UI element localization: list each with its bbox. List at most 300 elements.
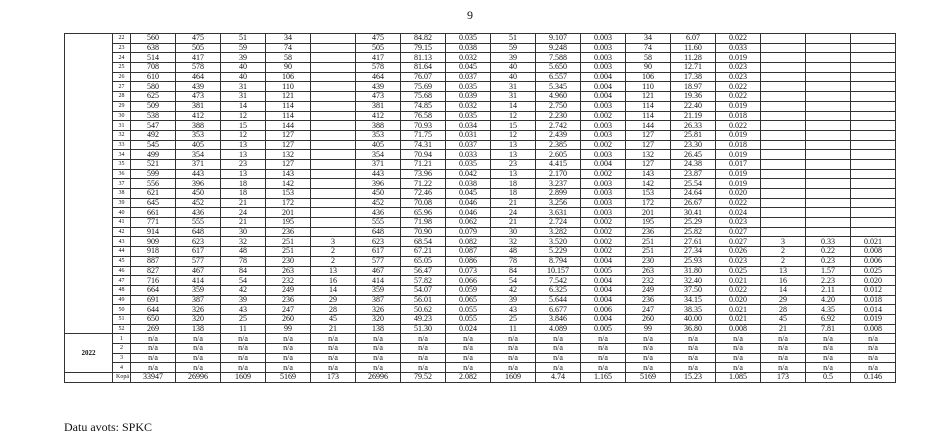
value-cell: [761, 111, 806, 121]
total-value-cell: 26996: [176, 373, 221, 383]
value-cell: 555: [176, 218, 221, 228]
week-cell: 42: [113, 227, 131, 237]
value-cell: 45: [311, 314, 356, 324]
table-row: [65, 63, 896, 73]
value-cell: [311, 130, 356, 140]
value-cell: 0.004: [581, 72, 626, 82]
value-cell: [851, 63, 896, 73]
value-cell: 26.33: [671, 121, 716, 131]
value-cell: 0.082: [446, 237, 491, 247]
value-cell: [806, 121, 851, 131]
value-cell: 412: [176, 111, 221, 121]
week-cell: 36: [113, 169, 131, 179]
value-cell: n/a: [266, 353, 311, 363]
value-cell: 0.025: [716, 266, 761, 276]
value-cell: 99: [266, 324, 311, 334]
total-label: Kopā: [113, 373, 131, 383]
value-cell: 0.002: [581, 237, 626, 247]
value-cell: 54: [221, 276, 266, 286]
value-cell: n/a: [131, 344, 176, 354]
value-cell: 464: [356, 72, 401, 82]
value-cell: 0.002: [581, 218, 626, 228]
value-cell: 0.003: [581, 43, 626, 53]
value-cell: [761, 189, 806, 199]
value-cell: [806, 43, 851, 53]
week-cell: 31: [113, 121, 131, 131]
value-cell: [851, 82, 896, 92]
value-cell: 6.557: [536, 72, 581, 82]
value-cell: 708: [131, 63, 176, 73]
value-cell: 3.237: [536, 179, 581, 189]
value-cell: 0.014: [851, 305, 896, 315]
value-cell: 25.93: [671, 256, 716, 266]
table-row: [65, 189, 896, 199]
value-cell: n/a: [851, 353, 896, 363]
table-row: [65, 150, 896, 160]
value-cell: 0.022: [716, 121, 761, 131]
table-row: [65, 208, 896, 218]
value-cell: n/a: [626, 353, 671, 363]
value-cell: 74: [266, 43, 311, 53]
value-cell: 0.002: [581, 111, 626, 121]
value-cell: 18: [491, 189, 536, 199]
value-cell: [761, 198, 806, 208]
value-cell: 464: [176, 72, 221, 82]
total-value-cell: 0.5: [806, 373, 851, 383]
table-row: [65, 334, 896, 344]
value-cell: 0.003: [581, 179, 626, 189]
value-cell: n/a: [626, 363, 671, 373]
value-cell: 505: [356, 43, 401, 53]
value-cell: 9.248: [536, 43, 581, 53]
value-cell: 2: [311, 256, 356, 266]
value-cell: 21: [221, 198, 266, 208]
value-cell: 28: [761, 305, 806, 315]
value-cell: 249: [626, 285, 671, 295]
value-cell: 0.027: [716, 237, 761, 247]
value-cell: [806, 72, 851, 82]
value-cell: [851, 198, 896, 208]
value-cell: [311, 72, 356, 82]
value-cell: n/a: [806, 363, 851, 373]
value-cell: 51: [221, 34, 266, 44]
value-cell: 71.75: [401, 130, 446, 140]
value-cell: 467: [356, 266, 401, 276]
value-cell: n/a: [581, 363, 626, 373]
value-cell: 617: [356, 247, 401, 257]
value-cell: 0.020: [716, 295, 761, 305]
value-cell: 0.073: [446, 266, 491, 276]
value-cell: n/a: [536, 344, 581, 354]
value-cell: 21: [491, 218, 536, 228]
value-cell: 39: [221, 295, 266, 305]
value-cell: 6.677: [536, 305, 581, 315]
week-cell: 3: [113, 353, 131, 363]
value-cell: 23: [221, 159, 266, 169]
value-cell: 2.23: [806, 276, 851, 286]
value-cell: [851, 121, 896, 131]
value-cell: 0.046: [446, 198, 491, 208]
value-cell: 473: [356, 92, 401, 102]
value-cell: [806, 111, 851, 121]
table-row: [65, 34, 896, 44]
value-cell: 172: [626, 198, 671, 208]
value-cell: [851, 92, 896, 102]
value-cell: 0.33: [806, 237, 851, 247]
value-cell: 74.31: [401, 140, 446, 150]
value-cell: 0.035: [446, 82, 491, 92]
value-cell: 251: [626, 247, 671, 257]
value-cell: 405: [356, 140, 401, 150]
value-cell: [761, 53, 806, 63]
value-cell: 0.062: [446, 218, 491, 228]
value-cell: 599: [131, 169, 176, 179]
value-cell: 8.794: [536, 256, 581, 266]
value-cell: 13: [491, 169, 536, 179]
value-cell: [311, 53, 356, 63]
value-cell: 0.042: [446, 169, 491, 179]
value-cell: [851, 169, 896, 179]
value-cell: 14: [311, 285, 356, 295]
table-row: [65, 82, 896, 92]
total-value-cell: 5169: [266, 373, 311, 383]
value-cell: 23: [491, 159, 536, 169]
table-row: [65, 256, 896, 266]
value-cell: 381: [356, 101, 401, 111]
total-value-cell: 4.74: [536, 373, 581, 383]
value-cell: 0.079: [446, 227, 491, 237]
value-cell: 578: [356, 63, 401, 73]
value-cell: 21: [221, 218, 266, 228]
value-cell: 12: [491, 111, 536, 121]
value-cell: 3.846: [536, 314, 581, 324]
value-cell: 0.018: [716, 140, 761, 150]
value-cell: [806, 53, 851, 63]
value-cell: [851, 43, 896, 53]
value-cell: 84: [491, 266, 536, 276]
value-cell: n/a: [806, 344, 851, 354]
total-empty-cell: [65, 373, 113, 383]
value-cell: n/a: [851, 344, 896, 354]
value-cell: 2.742: [536, 121, 581, 131]
value-cell: [806, 179, 851, 189]
value-cell: [311, 140, 356, 150]
value-cell: 0.004: [581, 159, 626, 169]
value-cell: 2.899: [536, 189, 581, 199]
value-cell: n/a: [266, 334, 311, 344]
value-cell: 436: [356, 208, 401, 218]
value-cell: 0.024: [446, 324, 491, 334]
value-cell: n/a: [176, 344, 221, 354]
value-cell: 50.62: [401, 305, 446, 315]
value-cell: 3.520: [536, 237, 581, 247]
value-cell: 354: [356, 150, 401, 160]
value-cell: 56.47: [401, 266, 446, 276]
week-cell: 35: [113, 159, 131, 169]
value-cell: 0.023: [716, 256, 761, 266]
value-cell: n/a: [446, 344, 491, 354]
table-row: [65, 344, 896, 354]
value-cell: 25.82: [671, 227, 716, 237]
value-cell: 0.019: [851, 314, 896, 324]
value-cell: 0.22: [806, 247, 851, 257]
value-cell: 127: [626, 140, 671, 150]
value-cell: 25.29: [671, 218, 716, 228]
value-cell: 414: [356, 276, 401, 286]
value-cell: 67.21: [401, 247, 446, 257]
value-cell: n/a: [311, 344, 356, 354]
value-cell: 236: [626, 227, 671, 237]
total-value-cell: 33947: [131, 373, 176, 383]
value-cell: 3: [311, 237, 356, 247]
value-cell: 78: [491, 256, 536, 266]
value-cell: 26.45: [671, 150, 716, 160]
value-cell: 153: [626, 189, 671, 199]
value-cell: 691: [131, 295, 176, 305]
week-cell: 28: [113, 92, 131, 102]
value-cell: 5.345: [536, 82, 581, 92]
value-cell: 0.033: [446, 150, 491, 160]
value-cell: 320: [356, 314, 401, 324]
value-cell: 371: [356, 159, 401, 169]
value-cell: 263: [626, 266, 671, 276]
value-cell: 29: [311, 295, 356, 305]
value-cell: [761, 130, 806, 140]
value-cell: 70.08: [401, 198, 446, 208]
table-row: [65, 198, 896, 208]
value-cell: [806, 198, 851, 208]
value-cell: 25: [221, 314, 266, 324]
value-cell: 2.11: [806, 285, 851, 295]
value-cell: 260: [266, 314, 311, 324]
value-cell: 0.006: [851, 256, 896, 266]
value-cell: 617: [176, 247, 221, 257]
value-cell: 0.038: [446, 179, 491, 189]
value-cell: 0.002: [581, 140, 626, 150]
total-value-cell: 79.52: [401, 373, 446, 383]
value-cell: 24: [221, 208, 266, 218]
value-cell: 76.07: [401, 72, 446, 82]
week-cell: 39: [113, 198, 131, 208]
value-cell: 260: [626, 314, 671, 324]
value-cell: n/a: [131, 353, 176, 363]
value-cell: [806, 140, 851, 150]
value-cell: [311, 218, 356, 228]
data-table: [64, 33, 896, 383]
value-cell: 30: [221, 227, 266, 237]
value-cell: n/a: [851, 363, 896, 373]
value-cell: n/a: [626, 344, 671, 354]
value-cell: 499: [131, 150, 176, 160]
value-cell: 638: [131, 43, 176, 53]
value-cell: 417: [356, 53, 401, 63]
value-cell: 249: [266, 285, 311, 295]
value-cell: 56.01: [401, 295, 446, 305]
value-cell: 648: [356, 227, 401, 237]
value-cell: 40: [221, 63, 266, 73]
value-cell: n/a: [266, 344, 311, 354]
value-cell: 127: [626, 159, 671, 169]
value-cell: n/a: [536, 353, 581, 363]
week-cell: 41: [113, 218, 131, 228]
value-cell: 127: [266, 159, 311, 169]
value-cell: [761, 101, 806, 111]
value-cell: [761, 140, 806, 150]
week-cell: 29: [113, 101, 131, 111]
value-cell: [761, 159, 806, 169]
value-cell: 143: [626, 169, 671, 179]
value-cell: [761, 150, 806, 160]
value-cell: n/a: [311, 353, 356, 363]
value-cell: [311, 189, 356, 199]
value-cell: n/a: [536, 363, 581, 373]
value-cell: 29: [761, 295, 806, 305]
value-cell: n/a: [446, 363, 491, 373]
value-cell: 827: [131, 266, 176, 276]
value-cell: 610: [131, 72, 176, 82]
value-cell: 0.003: [581, 101, 626, 111]
value-cell: 138: [356, 324, 401, 334]
week-cell: 30: [113, 111, 131, 121]
value-cell: 51: [491, 34, 536, 44]
value-cell: n/a: [716, 363, 761, 373]
value-cell: 15: [221, 121, 266, 131]
value-cell: n/a: [131, 363, 176, 373]
table-row: [65, 276, 896, 286]
value-cell: [311, 169, 356, 179]
value-cell: [851, 227, 896, 237]
value-cell: 127: [266, 130, 311, 140]
value-cell: 132: [626, 150, 671, 160]
value-cell: 0.035: [446, 111, 491, 121]
table-row: [65, 266, 896, 276]
value-cell: 0.003: [581, 130, 626, 140]
value-cell: [806, 130, 851, 140]
value-cell: 12: [221, 111, 266, 121]
value-cell: [761, 92, 806, 102]
value-cell: 54.07: [401, 285, 446, 295]
value-cell: 0.023: [716, 63, 761, 73]
value-cell: 0.003: [581, 208, 626, 218]
value-cell: [806, 150, 851, 160]
value-cell: 6.325: [536, 285, 581, 295]
value-cell: 232: [266, 276, 311, 286]
value-cell: n/a: [626, 334, 671, 344]
value-cell: n/a: [446, 353, 491, 363]
value-cell: 473: [176, 92, 221, 102]
value-cell: 15: [491, 121, 536, 131]
value-cell: 0.066: [446, 276, 491, 286]
value-cell: 623: [176, 237, 221, 247]
value-cell: 436: [176, 208, 221, 218]
value-cell: [311, 63, 356, 73]
value-cell: 371: [176, 159, 221, 169]
value-cell: 6.92: [806, 314, 851, 324]
value-cell: 388: [176, 121, 221, 131]
value-cell: 7.81: [806, 324, 851, 334]
week-cell: 47: [113, 276, 131, 286]
table-row: [65, 111, 896, 121]
value-cell: n/a: [761, 334, 806, 344]
value-cell: 13: [221, 169, 266, 179]
value-cell: 11: [221, 324, 266, 334]
value-cell: [761, 43, 806, 53]
value-cell: 443: [356, 169, 401, 179]
value-cell: 114: [266, 101, 311, 111]
value-cell: [851, 111, 896, 121]
value-cell: [761, 82, 806, 92]
value-cell: 68.54: [401, 237, 446, 247]
value-cell: 3.282: [536, 227, 581, 237]
value-cell: 396: [176, 179, 221, 189]
value-cell: 114: [626, 111, 671, 121]
value-cell: 909: [131, 237, 176, 247]
value-cell: 0.008: [851, 247, 896, 257]
value-cell: 73.96: [401, 169, 446, 179]
value-cell: 70.93: [401, 121, 446, 131]
value-cell: 2: [311, 247, 356, 257]
value-cell: [311, 43, 356, 53]
value-cell: 353: [176, 130, 221, 140]
value-cell: [851, 34, 896, 44]
table-row: [65, 305, 896, 315]
value-cell: 0.019: [716, 169, 761, 179]
value-cell: 492: [131, 130, 176, 140]
value-cell: 388: [356, 121, 401, 131]
value-cell: n/a: [716, 353, 761, 363]
value-cell: 247: [266, 305, 311, 315]
value-cell: 4.960: [536, 92, 581, 102]
value-cell: 0.021: [851, 237, 896, 247]
value-cell: 0.022: [716, 34, 761, 44]
value-cell: [851, 218, 896, 228]
value-cell: n/a: [356, 334, 401, 344]
value-cell: 5.229: [536, 247, 581, 257]
value-cell: [311, 92, 356, 102]
source-note: Datu avots: SPKC: [64, 420, 153, 434]
value-cell: 0.004: [581, 276, 626, 286]
table-row: [65, 121, 896, 131]
week-cell: 46: [113, 266, 131, 276]
value-cell: 24.64: [671, 189, 716, 199]
value-cell: [851, 101, 896, 111]
value-cell: 27.61: [671, 237, 716, 247]
value-cell: [851, 189, 896, 199]
value-cell: 387: [176, 295, 221, 305]
value-cell: 0.002: [581, 169, 626, 179]
value-cell: 716: [131, 276, 176, 286]
value-cell: 0.019: [716, 101, 761, 111]
value-cell: 625: [131, 92, 176, 102]
value-cell: 84: [221, 266, 266, 276]
value-cell: [806, 189, 851, 199]
value-cell: 13: [221, 150, 266, 160]
total-value-cell: 1609: [491, 373, 536, 383]
value-cell: 0.004: [581, 295, 626, 305]
value-cell: 19.36: [671, 92, 716, 102]
value-cell: 25.81: [671, 130, 716, 140]
value-cell: 0.003: [581, 63, 626, 73]
value-cell: 99: [626, 324, 671, 334]
value-cell: [806, 208, 851, 218]
value-cell: n/a: [716, 334, 761, 344]
value-cell: 127: [266, 140, 311, 150]
value-cell: 71.21: [401, 159, 446, 169]
value-cell: n/a: [221, 363, 266, 373]
value-cell: [311, 198, 356, 208]
value-cell: n/a: [176, 334, 221, 344]
value-cell: 2.170: [536, 169, 581, 179]
